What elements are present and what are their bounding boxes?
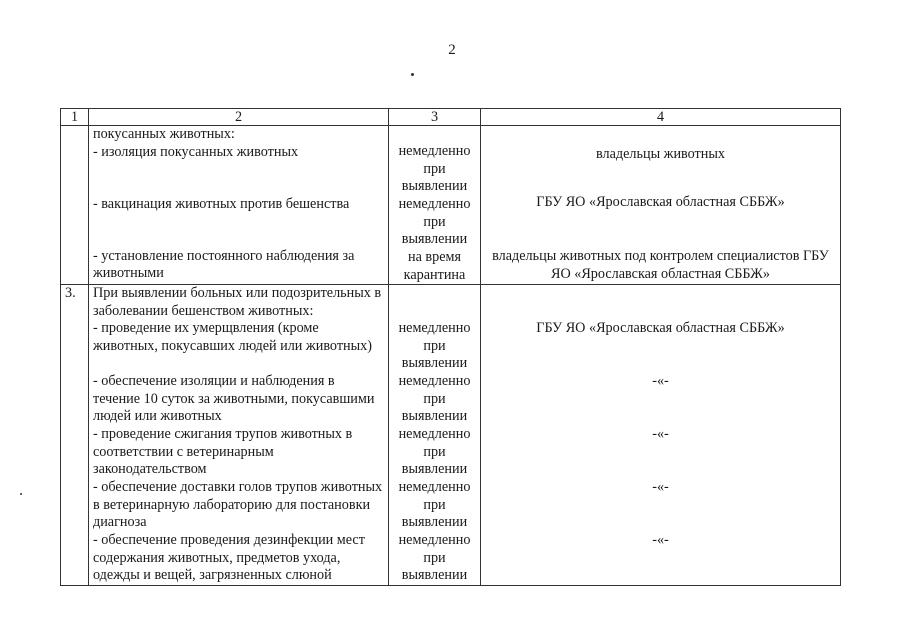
action-text: - установление постоянного наблюдения за животными [93, 247, 355, 282]
action-text: - обеспечение изоляции и наблюдения в течение 10 суток за животными, покусавшими людей или животных [93, 373, 375, 425]
timing-text: немедленно при выявлении [398, 426, 471, 478]
action-text: - обеспечение проведения дезинфекции мест содержания животных, предметов ухода, одежды и вещей, загрязненных слюной [93, 532, 365, 584]
responsible-text: -«- [652, 426, 669, 443]
timing-text: на время карантина [403, 249, 466, 283]
header-cell-1: 1 [61, 109, 89, 126]
timing-cell [389, 285, 481, 586]
scan-speck [411, 73, 414, 76]
responsible-text: -«- [652, 532, 669, 549]
section-intro: При выявлении больных или подозрительных в заболевании бешенством животных: [93, 285, 382, 319]
table-row-3 [61, 285, 841, 586]
timing-cell [389, 126, 481, 285]
responsible-text: ГБУ ЯО «Ярославская областная СББЖ» [536, 194, 785, 210]
responsible-text: -«- [652, 373, 669, 390]
measures-table [60, 108, 841, 586]
action-text: - обеспечение доставки голов трупов животных в ветеринарную лабораторию для постановки диагноза [93, 479, 383, 531]
page-number: 2 [448, 42, 456, 58]
action-text: - изоляция покусанных животных [93, 143, 299, 160]
action-text: - проведение сжигания трупов животных в соответствии с ветеринарным законодательством [93, 426, 353, 478]
scan-speck [20, 493, 22, 495]
responsible-text: владельцы животных [596, 146, 725, 162]
responsible-cell [481, 285, 841, 586]
responsible-text: -«- [652, 479, 669, 496]
action-cell [89, 285, 389, 586]
action-cell [89, 126, 389, 285]
responsible-text: ГБУ ЯО «Ярославская областная СББЖ» [536, 320, 785, 337]
header-cell-4: 4 [481, 109, 841, 126]
timing-text: немедленно при выявлении [398, 143, 471, 195]
action-text: покусанных животных: [93, 126, 235, 142]
table-header-row [61, 109, 841, 126]
header-cell-2: 2 [89, 109, 389, 126]
timing-text: немедленно при выявлении [398, 373, 471, 425]
action-text: - вакцинация животных против бешенства [93, 195, 350, 212]
table-row-continuation [61, 126, 841, 285]
timing-text: немедленно при выявлении [398, 532, 471, 584]
timing-text: немедленно при выявлении [398, 320, 471, 372]
row-number-cell [61, 126, 89, 285]
timing-text: немедленно при выявлении [398, 196, 471, 248]
header-cell-3: 3 [389, 109, 481, 126]
row-number-cell: 3. [61, 285, 89, 586]
action-text: - проведение их умерщвления (кроме животных, покусавших людей или животных) [93, 320, 372, 354]
timing-text: немедленно при выявлении [398, 479, 471, 531]
responsible-cell [481, 126, 841, 285]
responsible-text: владельцы животных под контролем специалистов ГБУ ЯО «Ярославская областная СББЖ» [492, 248, 829, 282]
